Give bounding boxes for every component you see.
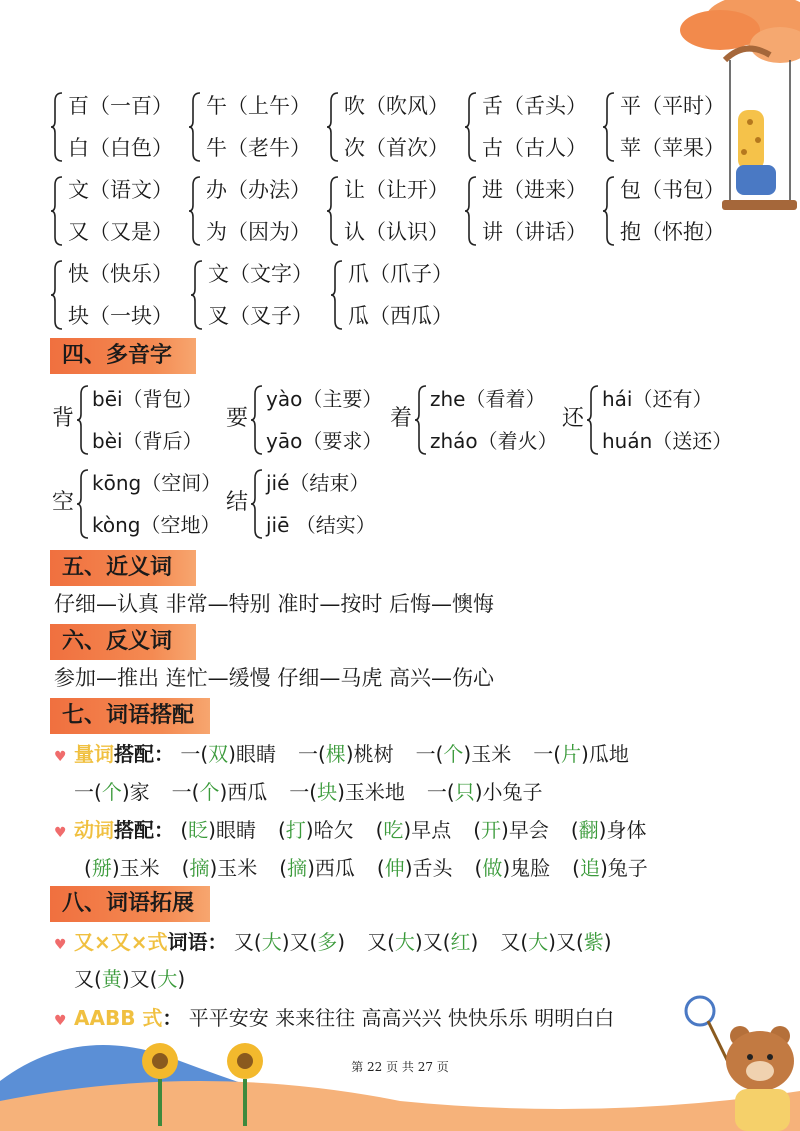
answer-word: 红 bbox=[450, 930, 471, 954]
item-prefix: ( bbox=[180, 818, 189, 842]
collocation-item bbox=[172, 780, 268, 804]
item-prefix: ( bbox=[277, 818, 286, 842]
pair-top: 文（文字） bbox=[208, 262, 313, 286]
polyphone-char: 背 bbox=[52, 406, 75, 431]
item-prefix: ( bbox=[84, 856, 92, 880]
brace-icon bbox=[76, 468, 90, 540]
item-prefix: ( bbox=[376, 856, 385, 880]
pair-bottom: 次（首次） bbox=[344, 136, 449, 160]
answer-word: 大 bbox=[528, 930, 549, 954]
answer-word: 黄 bbox=[101, 967, 122, 991]
item-suffix: )玉米 bbox=[209, 856, 258, 880]
collocation-item bbox=[377, 856, 453, 880]
answer-word: 伸 bbox=[384, 856, 405, 880]
brace-icon bbox=[464, 175, 478, 247]
collocation-item bbox=[571, 818, 647, 842]
item-prefix: 一( bbox=[289, 780, 318, 804]
brace-icon bbox=[602, 175, 616, 247]
polyphone-readings bbox=[266, 462, 376, 546]
char-pair bbox=[602, 85, 740, 169]
pair-row-2 bbox=[50, 169, 740, 253]
answer-word: 开 bbox=[481, 818, 502, 842]
aabb-suffix: ： bbox=[162, 1006, 183, 1030]
item-suffix: )舌头 bbox=[404, 856, 453, 880]
reading-1: hái（还有） bbox=[602, 387, 713, 411]
heart-bullet-icon: ♥ bbox=[54, 825, 67, 841]
pair-bottom: 苹（苹果） bbox=[620, 136, 725, 160]
item-prefix: 一( bbox=[74, 780, 102, 804]
item-suffix: )哈欠 bbox=[305, 818, 354, 842]
brace-icon bbox=[50, 259, 64, 331]
heart-bullet-icon: ♥ bbox=[54, 749, 67, 765]
reading-1: zhe（看着） bbox=[430, 387, 546, 411]
item-prefix: ( bbox=[572, 856, 580, 880]
aabb-words: 平平安安 来来往往 高高兴兴 快快乐乐 明明白白 bbox=[188, 1006, 615, 1030]
collocation-item bbox=[180, 742, 276, 766]
item-part: 又( bbox=[500, 930, 529, 954]
brace-icon bbox=[250, 384, 264, 456]
brace-icon bbox=[50, 175, 64, 247]
char-pair bbox=[50, 253, 190, 337]
youyou-item bbox=[367, 930, 478, 954]
answer-word: 大 bbox=[394, 930, 415, 954]
char-pair bbox=[602, 169, 740, 253]
char-pair bbox=[190, 253, 330, 337]
pair-top: 舌（舌头） bbox=[482, 94, 587, 118]
answer-word: 紫 bbox=[583, 930, 604, 954]
item-part: ) bbox=[177, 967, 186, 991]
item-part: 又( bbox=[367, 930, 395, 954]
youyou-item bbox=[234, 930, 345, 954]
reading-2: bèi（背后） bbox=[92, 429, 203, 453]
youyou-item bbox=[74, 967, 185, 991]
brace-icon bbox=[586, 384, 600, 456]
youyou-line-2 bbox=[74, 962, 207, 996]
polyphone-readings bbox=[266, 378, 382, 462]
item-suffix: )家 bbox=[121, 780, 150, 804]
reading-1: kōng（空间） bbox=[92, 471, 222, 495]
pair-top: 文（语文） bbox=[68, 178, 173, 202]
pair-bottom: 又（又是） bbox=[68, 220, 173, 244]
page-footer: 第 22 页 共 27 页 bbox=[351, 1060, 449, 1074]
item-prefix: 一( bbox=[171, 780, 200, 804]
collocation-item bbox=[289, 780, 405, 804]
youyou-item bbox=[500, 930, 611, 954]
item-part: 又( bbox=[233, 930, 262, 954]
synonym-list: 仔细—认真 非常—特别 准时—按时 后悔—懊悔 bbox=[54, 592, 495, 616]
similar-character-pairs bbox=[50, 85, 740, 337]
item-suffix: )桃树 bbox=[345, 742, 394, 766]
pair-top: 办（办法） bbox=[206, 178, 311, 202]
measure-word-suffix: 搭配： bbox=[114, 742, 174, 766]
item-suffix: )玉米 bbox=[463, 742, 512, 766]
answer-word: 做 bbox=[482, 856, 503, 880]
item-prefix: 一( bbox=[297, 742, 326, 766]
pair-bottom: 认（认识） bbox=[344, 220, 449, 244]
char-pair bbox=[464, 85, 602, 169]
section-heading-antonym: 六、反义词 bbox=[50, 624, 196, 660]
answer-word: 只 bbox=[454, 780, 475, 804]
reading-1: yào（主要） bbox=[266, 387, 383, 411]
section-heading-polyphone: 四、多音字 bbox=[50, 338, 196, 374]
polyphone-readings bbox=[430, 378, 558, 462]
heart-bullet-icon: ♥ bbox=[54, 1013, 67, 1029]
char-pair bbox=[326, 169, 464, 253]
answer-word: 块 bbox=[317, 780, 338, 804]
item-suffix: )小兔子 bbox=[474, 780, 543, 804]
pair-top: 平（平时） bbox=[620, 94, 725, 118]
pair-top: 快（快乐） bbox=[68, 262, 173, 286]
collocation-item bbox=[376, 818, 452, 842]
collocation-item bbox=[533, 742, 629, 766]
collocation-item bbox=[278, 818, 354, 842]
item-prefix: ( bbox=[473, 818, 482, 842]
char-pair bbox=[464, 169, 602, 253]
brace-icon bbox=[326, 175, 340, 247]
item-suffix: )西瓜 bbox=[219, 780, 268, 804]
youyou-suffix: 词语： bbox=[167, 930, 228, 954]
brace-icon bbox=[250, 468, 264, 540]
aabb-tag: AABB 式 bbox=[74, 1006, 163, 1030]
reading-2: jiē （结实） bbox=[266, 513, 376, 537]
verb-line-2 bbox=[84, 851, 670, 885]
char-pair bbox=[330, 253, 470, 337]
item-suffix: )瓜地 bbox=[581, 742, 629, 766]
answer-word: 吃 bbox=[383, 818, 404, 842]
collocation-item bbox=[473, 818, 549, 842]
collocation-item bbox=[427, 780, 543, 804]
measure-word-line-2 bbox=[74, 775, 565, 809]
answer-word: 大 bbox=[261, 930, 282, 954]
item-part: )又( bbox=[281, 930, 318, 954]
polyphone-readings bbox=[602, 378, 732, 462]
youyou-line-1 bbox=[54, 925, 634, 962]
pair-bottom: 白（白色） bbox=[68, 136, 173, 160]
polyphone-char: 要 bbox=[226, 406, 249, 431]
pair-bottom: 讲（讲话） bbox=[482, 220, 587, 244]
char-pair bbox=[326, 85, 464, 169]
item-suffix: )玉米地 bbox=[337, 780, 405, 804]
collocation-item bbox=[180, 818, 256, 842]
pair-top: 包（书包） bbox=[620, 178, 725, 202]
char-pair bbox=[50, 85, 188, 169]
polyphone-char: 着 bbox=[390, 406, 413, 431]
polyphone-char: 结 bbox=[226, 490, 249, 515]
item-part: ) bbox=[337, 930, 346, 954]
pair-top: 让（让开） bbox=[344, 178, 449, 202]
collocation-item bbox=[416, 742, 512, 766]
verb-suffix: 搭配： bbox=[114, 818, 174, 842]
item-suffix: )兔子 bbox=[599, 856, 648, 880]
item-prefix: 一( bbox=[180, 742, 209, 766]
brace-icon bbox=[326, 91, 340, 163]
brace-icon bbox=[602, 91, 616, 163]
item-prefix: ( bbox=[181, 856, 190, 880]
pair-top: 百（一百） bbox=[68, 94, 173, 118]
item-prefix: ( bbox=[279, 856, 288, 880]
collocation-item bbox=[182, 856, 258, 880]
collocation-item bbox=[84, 856, 160, 880]
pair-bottom: 叉（叉子） bbox=[208, 304, 313, 328]
item-suffix: )玉米 bbox=[111, 856, 160, 880]
reading-1: bēi（背包） bbox=[92, 387, 203, 411]
collocation-item bbox=[572, 856, 648, 880]
item-prefix: ( bbox=[375, 818, 384, 842]
brace-icon bbox=[330, 259, 344, 331]
polyphone-char: 还 bbox=[562, 406, 585, 431]
collocation-item bbox=[279, 856, 355, 880]
brace-icon bbox=[414, 384, 428, 456]
answer-word: 个 bbox=[443, 742, 464, 766]
item-part: )又( bbox=[414, 930, 451, 954]
heart-bullet-icon: ♥ bbox=[54, 937, 67, 953]
pair-top: 进（进来） bbox=[482, 178, 587, 202]
pair-bottom: 块（一块） bbox=[68, 304, 173, 328]
polyphone-char: 空 bbox=[52, 490, 75, 515]
item-prefix: 一( bbox=[426, 780, 455, 804]
item-part: )又( bbox=[548, 930, 584, 954]
item-part: ) bbox=[603, 930, 612, 954]
item-suffix: )鬼脸 bbox=[502, 856, 551, 880]
reading-1: jié（结束） bbox=[266, 471, 370, 495]
reading-2: kòng（空地） bbox=[92, 513, 221, 537]
item-part: 又( bbox=[74, 967, 102, 991]
char-pair bbox=[50, 169, 188, 253]
pair-bottom: 古（古人） bbox=[482, 136, 587, 160]
brace-icon bbox=[190, 259, 204, 331]
pair-bottom: 牛（老牛） bbox=[206, 136, 311, 160]
antonym-list: 参加—推出 连忙—缓慢 仔细—马虎 高兴—伤心 bbox=[54, 666, 495, 690]
pair-top: 爪（爪子） bbox=[348, 262, 453, 286]
pair-bottom: 为（因为） bbox=[206, 220, 311, 244]
polyphone-readings bbox=[92, 462, 221, 546]
pair-bottom: 抱（怀抱） bbox=[620, 220, 725, 244]
item-suffix: )早点 bbox=[403, 818, 452, 842]
collocation-item bbox=[298, 742, 394, 766]
brace-icon bbox=[188, 91, 202, 163]
brace-icon bbox=[464, 91, 478, 163]
answer-word: 打 bbox=[285, 818, 306, 842]
item-prefix: 一( bbox=[533, 742, 562, 766]
item-suffix: )身体 bbox=[598, 818, 647, 842]
item-suffix: )眼睛 bbox=[208, 818, 256, 842]
answer-word: 大 bbox=[157, 967, 178, 991]
item-suffix: )眼睛 bbox=[228, 742, 276, 766]
youyou-tag: 又×又×式 bbox=[74, 930, 168, 954]
item-suffix: )早会 bbox=[501, 818, 549, 842]
answer-word: 摘 bbox=[287, 856, 308, 880]
verb-tag: 动词 bbox=[74, 818, 114, 842]
char-pair bbox=[188, 169, 326, 253]
item-part: ) bbox=[470, 930, 479, 954]
measure-word-tag: 量词 bbox=[74, 742, 114, 766]
verb-line-1 bbox=[54, 813, 668, 850]
answer-word: 追 bbox=[579, 856, 600, 880]
answer-word: 个 bbox=[101, 780, 122, 804]
answer-word: 摘 bbox=[189, 856, 210, 880]
section-heading-collocation: 七、词语搭配 bbox=[50, 698, 210, 734]
section-heading-synonym: 五、近义词 bbox=[50, 550, 196, 586]
answer-word: 掰 bbox=[91, 856, 112, 880]
collocation-item bbox=[475, 856, 551, 880]
brace-icon bbox=[50, 91, 64, 163]
answer-word: 个 bbox=[199, 780, 220, 804]
item-prefix: 一( bbox=[415, 742, 444, 766]
pair-row-1 bbox=[50, 85, 740, 169]
pair-bottom: 瓜（西瓜） bbox=[348, 304, 453, 328]
answer-word: 翻 bbox=[578, 818, 599, 842]
item-part: )又( bbox=[121, 967, 158, 991]
pair-row-3 bbox=[50, 253, 740, 337]
answer-word: 片 bbox=[561, 742, 582, 766]
brace-icon bbox=[76, 384, 90, 456]
item-prefix: ( bbox=[570, 818, 579, 842]
pair-top: 午（上午） bbox=[206, 94, 311, 118]
answer-word: 多 bbox=[317, 930, 338, 954]
reading-2: yāo（要求） bbox=[266, 429, 383, 453]
reading-2: zháo（着火） bbox=[430, 429, 558, 453]
section-heading-expansion: 八、词语拓展 bbox=[50, 886, 210, 922]
answer-word: 棵 bbox=[325, 742, 346, 766]
brace-icon bbox=[188, 175, 202, 247]
reading-2: huán（送还） bbox=[602, 429, 733, 453]
item-suffix: )西瓜 bbox=[307, 856, 355, 880]
polyphone-readings bbox=[92, 378, 203, 462]
char-pair bbox=[188, 85, 326, 169]
measure-word-line-1 bbox=[54, 737, 651, 774]
collocation-item bbox=[74, 780, 150, 804]
item-prefix: ( bbox=[474, 856, 483, 880]
answer-word: 眨 bbox=[188, 818, 209, 842]
pair-top: 吹（吹风） bbox=[344, 94, 449, 118]
answer-word: 双 bbox=[208, 742, 229, 766]
